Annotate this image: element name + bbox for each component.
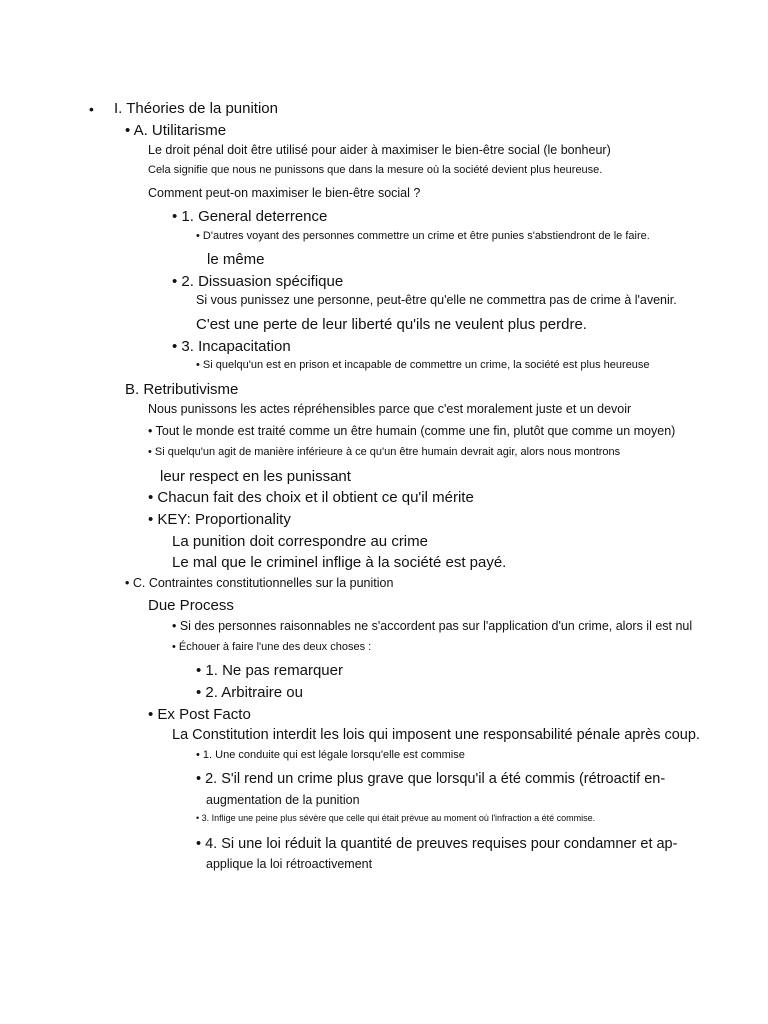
text-line: • 1. Ne pas remarquer (196, 662, 343, 679)
text-line: La punition doit correspondre au crime (172, 533, 428, 550)
text-line: le même (207, 251, 265, 268)
text-line: Si vous punissez une personne, peut-être qu'elle ne commettra pas de crime à l'avenir. (196, 293, 677, 307)
text-line: • Si des personnes raisonnables ne s'accordent pas sur l'application d'un crime, alors il est nul (172, 619, 693, 633)
text-line: Cela signifie que nous ne punissons que dans la mesure où la société devient plus heureuse. (148, 164, 603, 176)
text-line: • 3. Inflige une peine plus sévère que celle qui était prévue au moment où l'infraction a été commise. (196, 813, 596, 823)
heading-incapacitation: • 3. Incapacitation (172, 338, 291, 355)
list-bullet: • (89, 101, 94, 117)
heading-contraintes: • C. Contraintes constitutionnelles sur la punition (125, 576, 394, 590)
text-line: La Constitution interdit les lois qui imposent une responsabilité pénale après coup. (172, 727, 700, 743)
text-line: • Chacun fait des choix et il obtient ce qu'il mérite (148, 489, 474, 506)
text-line: • Si quelqu'un agit de manière inférieure à ce qu'un être humain devrait agir, alors nous montrons (148, 446, 621, 458)
text-line: • 1. Une conduite qui est légale lorsqu'elle est commise (196, 749, 465, 761)
text-line: • Échouer à faire l'une des deux choses : (172, 641, 372, 653)
heading-general-deterrence: • 1. General deterrence (172, 208, 328, 225)
heading-utilitarisme: • A. Utilitarisme (125, 122, 227, 139)
heading-due-process: Due Process (148, 597, 234, 614)
heading-dissuasion-specifique: • 2. Dissuasion spécifique (172, 273, 344, 290)
text-line: leur respect en les punissant (160, 468, 351, 485)
text-line: C'est une perte de leur liberté qu'ils ne veulent plus perdre. (196, 316, 587, 333)
text-line: • 4. Si une loi réduit la quantité de preuves requises pour condamner et ap- (196, 836, 678, 852)
heading-theories: I. Théories de la punition (114, 100, 278, 117)
text-line: Le mal que le criminel inflige à la société est payé. (172, 554, 507, 571)
heading-proportionality: • KEY: Proportionality (148, 511, 291, 528)
text-line: • 2. S'il rend un crime plus grave que lorsqu'il a été commis (rétroactif en- (196, 771, 666, 787)
text-line: Nous punissons les actes répréhensibles parce que c'est moralement juste et un devoir (148, 402, 632, 416)
heading-retributivisme: B. Retributivisme (125, 381, 239, 398)
text-line: • Si quelqu'un est en prison et incapable de commettre un crime, la société est plus heureuse (196, 359, 650, 371)
text-line: Le droit pénal doit être utilisé pour aider à maximiser le bien-être social (le bonheur) (148, 143, 611, 157)
text-line: Comment peut-on maximiser le bien-être social ? (148, 186, 421, 200)
text-line: • D'autres voyant des personnes commettre un crime et être punies s'abstiendront de le faire. (196, 230, 650, 242)
text-line: • Tout le monde est traité comme un être humain (comme une fin, plutôt que comme un moyen) (148, 424, 676, 438)
text-line: applique la loi rétroactivement (206, 857, 373, 871)
text-line: augmentation de la punition (206, 793, 360, 807)
heading-ex-post-facto: • Ex Post Facto (148, 706, 251, 723)
text-line: • 2. Arbitraire ou (196, 684, 303, 701)
